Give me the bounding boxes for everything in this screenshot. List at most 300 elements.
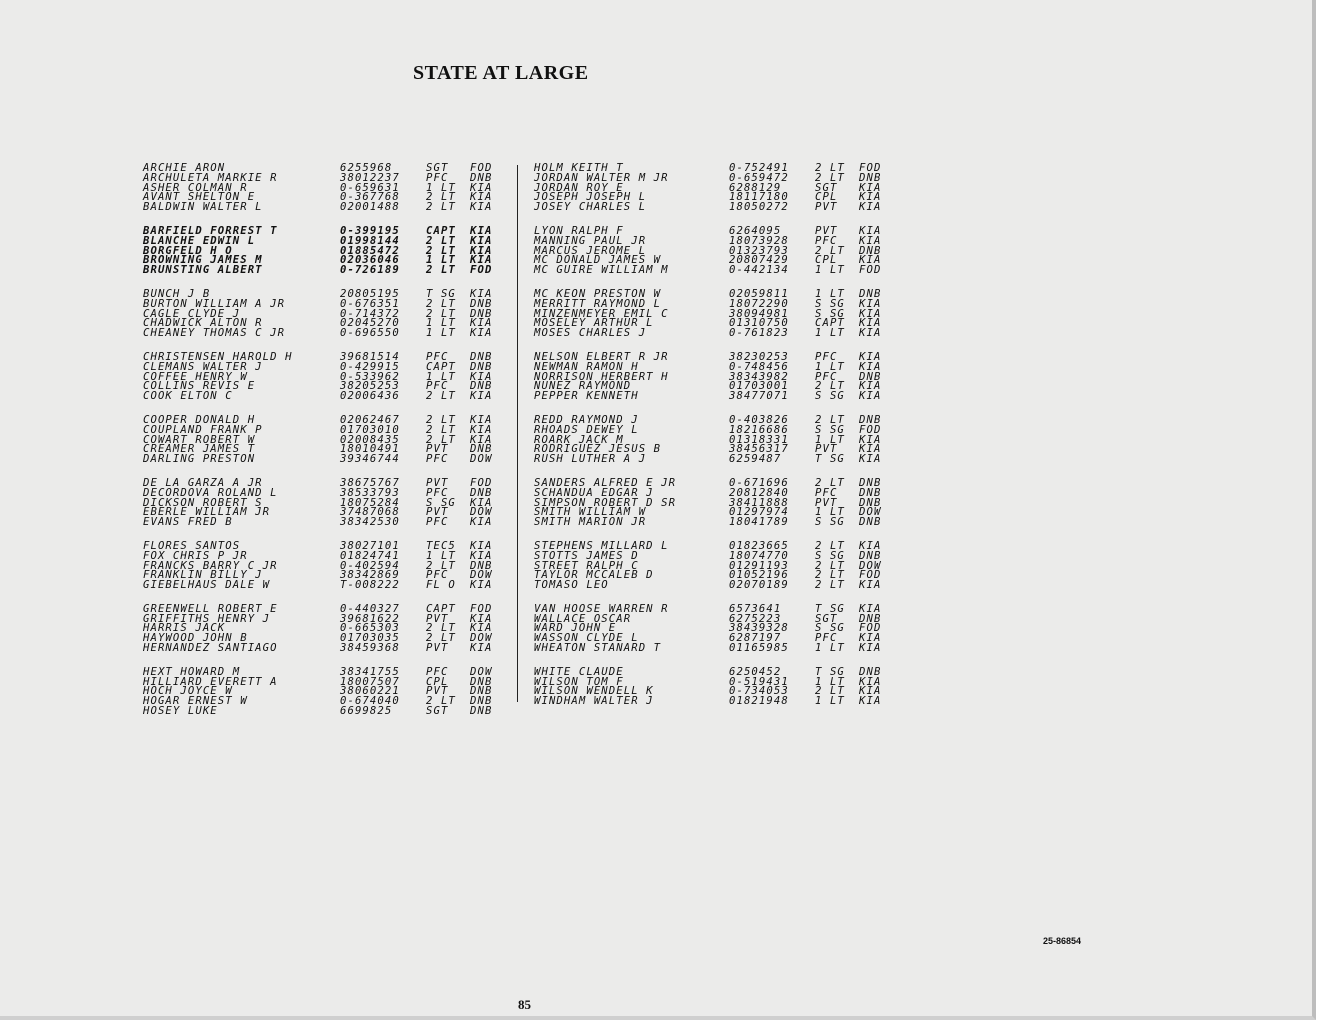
name: PEPPER KENNETH bbox=[534, 390, 639, 403]
serial-number: 01823665 bbox=[729, 539, 789, 552]
serial-number: 18072290 bbox=[729, 297, 789, 310]
rank: 2 LT bbox=[426, 264, 456, 277]
status: DNB bbox=[470, 307, 493, 320]
status: DNB bbox=[470, 559, 493, 572]
name: MC DONALD JAMES W bbox=[534, 254, 662, 267]
status: DNB bbox=[470, 443, 493, 456]
serial-number: 18050272 bbox=[729, 201, 789, 214]
rank: 1 LT bbox=[815, 264, 845, 277]
rank: PFC bbox=[426, 380, 449, 393]
serial-number: 0-671696 bbox=[729, 476, 789, 489]
status: DNB bbox=[470, 695, 493, 708]
serial-number: 18075284 bbox=[340, 496, 400, 509]
rank: PFC bbox=[426, 350, 449, 363]
name: TOMASO LEO bbox=[534, 579, 609, 592]
name: COOK ELTON C bbox=[143, 390, 233, 403]
roster-group bbox=[143, 352, 508, 401]
name: SMITH MARION JR bbox=[534, 516, 647, 529]
serial-number: 18117180 bbox=[729, 191, 789, 204]
status: KIA bbox=[859, 297, 882, 310]
roster-group bbox=[143, 289, 508, 338]
name: EBERLE WILLIAM JR bbox=[143, 506, 271, 519]
roster-row bbox=[143, 391, 508, 401]
serial-number: 37487068 bbox=[340, 506, 400, 519]
status: DNB bbox=[470, 171, 493, 184]
rank: PVT bbox=[815, 496, 838, 509]
serial-number: 18074770 bbox=[729, 549, 789, 562]
serial-number: 01703010 bbox=[340, 423, 400, 436]
status: KIA bbox=[470, 244, 493, 257]
name: JORDAN ROY E bbox=[534, 181, 624, 194]
status: KIA bbox=[470, 622, 493, 635]
serial-number: 0-440327 bbox=[340, 602, 400, 615]
rank: 1 LT bbox=[426, 327, 456, 340]
roster-row bbox=[143, 265, 508, 275]
rank: PFC bbox=[815, 632, 838, 645]
status: KIA bbox=[859, 695, 882, 708]
serial-number: 38060221 bbox=[340, 685, 400, 698]
serial-number: 02062467 bbox=[340, 413, 400, 426]
roster-row bbox=[143, 643, 508, 653]
rank: 1 LT bbox=[815, 695, 845, 708]
status: DOW bbox=[470, 632, 493, 645]
rank: S SG bbox=[815, 622, 845, 635]
status: KIA bbox=[859, 350, 882, 363]
name: LYON RALPH F bbox=[534, 224, 624, 237]
serial-number: 0-761823 bbox=[729, 327, 789, 340]
rank: PVT bbox=[426, 443, 449, 456]
rank: 1 LT bbox=[815, 360, 845, 373]
rank: 1 LT bbox=[815, 327, 845, 340]
left-column bbox=[143, 163, 508, 730]
roster-group bbox=[534, 289, 899, 338]
rank: CAPT bbox=[426, 360, 456, 373]
status: DNB bbox=[470, 297, 493, 310]
name: COWART ROBERT W bbox=[143, 433, 256, 446]
serial-number: 0-399195 bbox=[340, 224, 400, 237]
rank: PVT bbox=[815, 201, 838, 214]
roster-group bbox=[534, 541, 899, 590]
roster-group bbox=[534, 415, 899, 464]
roster-row bbox=[534, 454, 899, 464]
rank: S SG bbox=[815, 390, 845, 403]
name: SANDERS ALFRED E JR bbox=[534, 476, 677, 489]
name: WINDHAM WALTER J bbox=[534, 695, 654, 708]
rank: PVT bbox=[815, 224, 838, 237]
rank: 2 LT bbox=[815, 569, 845, 582]
rank: 2 LT bbox=[815, 171, 845, 184]
roster-row bbox=[143, 328, 508, 338]
serial-number: 0-533962 bbox=[340, 370, 400, 383]
name: HARRIS JACK bbox=[143, 622, 226, 635]
page-title: STATE AT LARGE bbox=[413, 62, 589, 84]
rank: 1 LT bbox=[426, 254, 456, 267]
status: DOW bbox=[470, 665, 493, 678]
rank: 2 LT bbox=[426, 632, 456, 645]
roster-group bbox=[534, 604, 899, 653]
name: MOSELEY ARTHUR L bbox=[534, 317, 654, 330]
status: DOW bbox=[470, 506, 493, 519]
serial-number: 39681622 bbox=[340, 612, 400, 625]
serial-number: 38342530 bbox=[340, 516, 400, 529]
status: FOD bbox=[470, 602, 493, 615]
status: FOD bbox=[470, 264, 493, 277]
name: HOCH JOYCE W bbox=[143, 685, 233, 698]
name: NEWMAN RAMON H bbox=[534, 360, 639, 373]
rank: S SG bbox=[426, 496, 456, 509]
status: DNB bbox=[859, 171, 882, 184]
status: FOD bbox=[470, 162, 493, 174]
name: FOX CHRIS P JR bbox=[143, 549, 248, 562]
rank: SGT bbox=[426, 705, 449, 718]
status: KIA bbox=[470, 433, 493, 446]
serial-number: 38230253 bbox=[729, 350, 789, 363]
serial-number: 0-734053 bbox=[729, 685, 789, 698]
name: COUPLAND FRANK P bbox=[143, 423, 263, 436]
serial-number: 6287197 bbox=[729, 632, 782, 645]
rank: 2 LT bbox=[426, 297, 456, 310]
rank: CAPT bbox=[815, 317, 845, 330]
name: NUNEZ RAYMOND bbox=[534, 380, 632, 393]
name: CREAMER JAMES T bbox=[143, 443, 256, 456]
status: KIA bbox=[470, 191, 493, 204]
rank: 2 LT bbox=[815, 685, 845, 698]
serial-number: 0-748456 bbox=[729, 360, 789, 373]
rank: 2 LT bbox=[815, 413, 845, 426]
rank: 2 LT bbox=[426, 423, 456, 436]
name: MARCUS JEROME L bbox=[534, 244, 647, 257]
name: HEXT HOWARD M bbox=[143, 665, 241, 678]
serial-number: 20812840 bbox=[729, 486, 789, 499]
name: BORGFELD H O bbox=[143, 244, 233, 257]
rank: S SG bbox=[815, 307, 845, 320]
status: DNB bbox=[470, 350, 493, 363]
status: KIA bbox=[470, 549, 493, 562]
name: VAN HOOSE WARREN R bbox=[534, 602, 669, 615]
name: SIMPSON ROBERT D SR bbox=[534, 496, 677, 509]
serial-number: 18216686 bbox=[729, 423, 789, 436]
rank: PFC bbox=[426, 486, 449, 499]
name: GREENWELL ROBERT E bbox=[143, 602, 278, 615]
serial-number: 38012237 bbox=[340, 171, 400, 184]
serial-number: 0-665303 bbox=[340, 622, 400, 635]
rank: SGT bbox=[815, 181, 838, 194]
name: COFFEE HENRY W bbox=[143, 370, 248, 383]
status: KIA bbox=[859, 390, 882, 403]
serial-number: T-008222 bbox=[340, 579, 400, 592]
serial-number: 01052196 bbox=[729, 569, 789, 582]
status: KIA bbox=[859, 360, 882, 373]
serial-number: 38205253 bbox=[340, 380, 400, 393]
rank: T SG bbox=[426, 287, 456, 300]
status: KIA bbox=[859, 327, 882, 340]
rank: 2 LT bbox=[815, 476, 845, 489]
roster-row bbox=[534, 391, 899, 401]
serial-number: 38411888 bbox=[729, 496, 789, 509]
serial-number: 01318331 bbox=[729, 433, 789, 446]
name: BARFIELD FORREST T bbox=[143, 224, 278, 237]
serial-number: 6699825 bbox=[340, 705, 393, 718]
serial-number: 01165985 bbox=[729, 642, 789, 655]
rank: PFC bbox=[426, 171, 449, 184]
serial-number: 0-402594 bbox=[340, 559, 400, 572]
name: HERNANDEZ SANTIAGO bbox=[143, 642, 278, 655]
serial-number: 02006436 bbox=[340, 390, 400, 403]
status: DNB bbox=[470, 675, 493, 688]
name: STREET RALPH C bbox=[534, 559, 639, 572]
name: NELSON ELBERT R JR bbox=[534, 350, 669, 363]
name: DECORDOVA ROLAND L bbox=[143, 486, 278, 499]
status: KIA bbox=[470, 413, 493, 426]
status: KIA bbox=[470, 201, 493, 214]
rank: PFC bbox=[426, 453, 449, 466]
serial-number: 0-403826 bbox=[729, 413, 789, 426]
serial-number: 0-519431 bbox=[729, 675, 789, 688]
rank: 2 LT bbox=[426, 559, 456, 572]
serial-number: 02036046 bbox=[340, 254, 400, 267]
serial-number: 0-442134 bbox=[729, 264, 789, 277]
serial-number: 02045270 bbox=[340, 317, 400, 330]
rank: PVT bbox=[815, 443, 838, 456]
rank: PFC bbox=[426, 516, 449, 529]
status: KIA bbox=[470, 224, 493, 237]
status: DNB bbox=[859, 486, 882, 499]
name: HOLM KEITH T bbox=[534, 162, 624, 174]
status: DNB bbox=[859, 370, 882, 383]
status: KIA bbox=[470, 642, 493, 655]
roster-group bbox=[534, 226, 899, 275]
serial-number: 6250452 bbox=[729, 665, 782, 678]
status: DNB bbox=[470, 486, 493, 499]
status: DNB bbox=[859, 496, 882, 509]
name: WILSON WENDELL K bbox=[534, 685, 654, 698]
roster-row bbox=[143, 454, 508, 464]
rank: CPL bbox=[426, 675, 449, 688]
right-column bbox=[534, 163, 899, 720]
serial-number: 6573641 bbox=[729, 602, 782, 615]
serial-number: 02070189 bbox=[729, 579, 789, 592]
rank: S SG bbox=[815, 516, 845, 529]
rank: PFC bbox=[426, 569, 449, 582]
status: KIA bbox=[470, 516, 493, 529]
serial-number: 20807429 bbox=[729, 254, 789, 267]
serial-number: 18041789 bbox=[729, 516, 789, 529]
serial-number: 01824741 bbox=[340, 549, 400, 562]
serial-number: 0-429915 bbox=[340, 360, 400, 373]
rank: 2 LT bbox=[815, 380, 845, 393]
column-divider bbox=[517, 165, 518, 702]
name: JOSEY CHARLES L bbox=[534, 201, 647, 214]
name: JOSEPH JOSEPH L bbox=[534, 191, 647, 204]
serial-number: 0-659631 bbox=[340, 181, 400, 194]
rank: 2 LT bbox=[815, 244, 845, 257]
status: DNB bbox=[859, 549, 882, 562]
rank: 1 LT bbox=[815, 433, 845, 446]
name: FRANKLIN BILLY J bbox=[143, 569, 263, 582]
serial-number: 20805195 bbox=[340, 287, 400, 300]
rank: PFC bbox=[815, 486, 838, 499]
name: GRIFFITHS HENRY J bbox=[143, 612, 271, 625]
status: DNB bbox=[859, 244, 882, 257]
serial-number: 0-674040 bbox=[340, 695, 400, 708]
name: WALLACE OSCAR bbox=[534, 612, 632, 625]
name: CHEANEY THOMAS C JR bbox=[143, 327, 286, 340]
roster-group bbox=[143, 163, 508, 212]
serial-number: 38533793 bbox=[340, 486, 400, 499]
roster-row bbox=[143, 580, 508, 590]
serial-number: 0-714372 bbox=[340, 307, 400, 320]
serial-number: 01291193 bbox=[729, 559, 789, 572]
name: BLANCHE EDWIN L bbox=[143, 234, 256, 247]
serial-number: 0-696550 bbox=[340, 327, 400, 340]
status: KIA bbox=[859, 201, 882, 214]
serial-number: 38439328 bbox=[729, 622, 789, 635]
name: TAYLOR MCCALEB D bbox=[534, 569, 654, 582]
name: MANNING PAUL JR bbox=[534, 234, 647, 247]
rank: CPL bbox=[815, 254, 838, 267]
roster-row bbox=[143, 202, 508, 212]
rank: 1 LT bbox=[815, 506, 845, 519]
page-number: 85 bbox=[518, 997, 531, 1012]
name: SCHANDUA EDGAR J bbox=[534, 486, 654, 499]
name: MC KEON PRESTON W bbox=[534, 287, 662, 300]
rank: TEC5 bbox=[426, 539, 456, 552]
rank: T SG bbox=[815, 602, 845, 615]
rank: CAPT bbox=[426, 602, 456, 615]
status: KIA bbox=[470, 370, 493, 383]
rank: PVT bbox=[426, 476, 449, 489]
rank: S SG bbox=[815, 549, 845, 562]
status: DOW bbox=[859, 559, 882, 572]
roster-group bbox=[143, 604, 508, 653]
serial-number: 38675767 bbox=[340, 476, 400, 489]
roster-group bbox=[143, 415, 508, 464]
rank: S SG bbox=[815, 297, 845, 310]
name: COOPER DONALD H bbox=[143, 413, 256, 426]
name: MOSES CHARLES J bbox=[534, 327, 647, 340]
roster-row bbox=[534, 202, 899, 212]
status: DOW bbox=[470, 569, 493, 582]
status: FOD bbox=[859, 622, 882, 635]
rank: 1 LT bbox=[815, 287, 845, 300]
status: DNB bbox=[859, 612, 882, 625]
serial-number: 01998144 bbox=[340, 234, 400, 247]
rank: 2 LT bbox=[426, 390, 456, 403]
rank: PVT bbox=[426, 612, 449, 625]
name: MERRITT RAYMOND L bbox=[534, 297, 662, 310]
roster-row bbox=[534, 580, 899, 590]
rank: 2 LT bbox=[426, 244, 456, 257]
name: ASHER COLMAN R bbox=[143, 181, 248, 194]
status: KIA bbox=[859, 602, 882, 615]
roster-row bbox=[143, 706, 508, 716]
status: KIA bbox=[470, 327, 493, 340]
status: KIA bbox=[859, 254, 882, 267]
roster-group bbox=[534, 667, 899, 706]
photo-code: 25-86854 bbox=[1043, 936, 1082, 946]
serial-number: 6275223 bbox=[729, 612, 782, 625]
serial-number: 38027101 bbox=[340, 539, 400, 552]
rank: 2 LT bbox=[815, 539, 845, 552]
serial-number: 6264095 bbox=[729, 224, 782, 237]
roster-group bbox=[143, 226, 508, 275]
roster-group bbox=[143, 541, 508, 590]
name: RUSH LUTHER A J bbox=[534, 453, 647, 466]
rank: 2 LT bbox=[426, 433, 456, 446]
status: DNB bbox=[470, 380, 493, 393]
name: BALDWIN WALTER L bbox=[143, 201, 263, 214]
rank: 1 LT bbox=[426, 370, 456, 383]
status: DNB bbox=[470, 705, 493, 718]
status: KIA bbox=[859, 191, 882, 204]
serial-number: 01885472 bbox=[340, 244, 400, 257]
status: KIA bbox=[859, 443, 882, 456]
status: DNB bbox=[859, 413, 882, 426]
serial-number: 0-367768 bbox=[340, 191, 400, 204]
rank: 2 LT bbox=[426, 234, 456, 247]
name: NORRISON HERBERT H bbox=[534, 370, 669, 383]
serial-number: 18010491 bbox=[340, 443, 400, 456]
status: DOW bbox=[470, 453, 493, 466]
name: AVANT SHELTON E bbox=[143, 191, 256, 204]
rank: PFC bbox=[426, 665, 449, 678]
status: KIA bbox=[470, 287, 493, 300]
serial-number: 6288129 bbox=[729, 181, 782, 194]
name: ROARK JACK M bbox=[534, 433, 624, 446]
rank: S SG bbox=[815, 423, 845, 436]
roster-group bbox=[534, 478, 899, 527]
serial-number: 38456317 bbox=[729, 443, 789, 456]
serial-number: 18007507 bbox=[340, 675, 400, 688]
status: KIA bbox=[859, 579, 882, 592]
serial-number: 0-676351 bbox=[340, 297, 400, 310]
serial-number: 01821948 bbox=[729, 695, 789, 708]
roster-row bbox=[534, 265, 899, 275]
roster-row bbox=[534, 517, 899, 527]
name: COLLINS REVIS E bbox=[143, 380, 256, 393]
serial-number: 02008435 bbox=[340, 433, 400, 446]
name: REDD RAYMOND J bbox=[534, 413, 639, 426]
rank: 2 LT bbox=[426, 307, 456, 320]
rank: T SG bbox=[815, 665, 845, 678]
name: WASSON CLYDE L bbox=[534, 632, 639, 645]
serial-number: 39681514 bbox=[340, 350, 400, 363]
name: CHADWICK ALTON R bbox=[143, 317, 263, 330]
name: FRANCKS BARRY C JR bbox=[143, 559, 278, 572]
status: KIA bbox=[859, 433, 882, 446]
serial-number: 01297974 bbox=[729, 506, 789, 519]
name: HOGAR ERNEST W bbox=[143, 695, 248, 708]
rank: 2 LT bbox=[815, 579, 845, 592]
roster-group bbox=[143, 478, 508, 527]
rank: 2 LT bbox=[426, 413, 456, 426]
serial-number: 6259487 bbox=[729, 453, 782, 466]
rank: CAPT bbox=[426, 224, 456, 237]
rank: PVT bbox=[426, 506, 449, 519]
name: BUNCH J B bbox=[143, 287, 211, 300]
name: MINZENMEYER EMIL C bbox=[534, 307, 669, 320]
serial-number: 38477071 bbox=[729, 390, 789, 403]
status: KIA bbox=[859, 380, 882, 393]
rank: 2 LT bbox=[815, 162, 845, 174]
rank: 2 LT bbox=[426, 695, 456, 708]
status: KIA bbox=[470, 579, 493, 592]
serial-number: 18073928 bbox=[729, 234, 789, 247]
serial-number: 6255968 bbox=[340, 162, 393, 174]
rank: PVT bbox=[426, 685, 449, 698]
name: WHITE CLAUDE bbox=[534, 665, 624, 678]
rank: SGT bbox=[426, 162, 449, 174]
